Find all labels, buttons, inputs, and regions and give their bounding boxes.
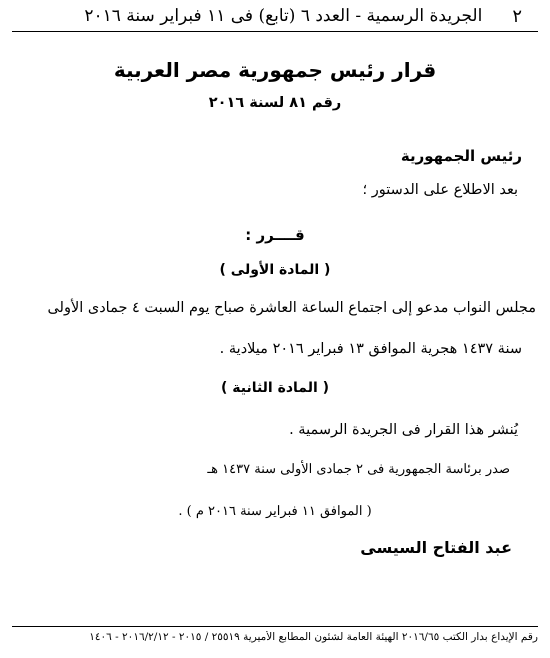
running-header	[28, 4, 522, 28]
footer-deposit-note: رقم الإيداع بدار الكتب ٢٠١٦/٦٥ الهيئة العامة لشئون المطابع الأميرية ٢٥٥١٩ / ٢٠١٥ - ٢٠١٦/٢/١٢ - ١٤٠٦	[89, 631, 538, 643]
preamble: بعد الاطلاع على الدستور ؛	[362, 182, 518, 198]
decree-title: قرار رئيس جمهورية مصر العربية	[113, 58, 437, 82]
article-1-text-line: مجلس النواب مدعو إلى اجتماع الساعة العاشرة صباح يوم السبت ٤ جمادى الأولى	[47, 300, 536, 316]
article-2-heading: ( المادة الثانية )	[220, 380, 330, 396]
running-title: الجريدة الرسمية - العدد ٦ (تابع) فى ١١ فبراير سنة ٢٠١٦	[84, 6, 483, 26]
footer-divider	[12, 626, 538, 627]
issuer-heading: رئيس الجمهورية	[400, 147, 522, 165]
issued-date-gregorian: ( الموافق ١١ فبراير سنة ٢٠١٦ م ) .	[178, 504, 372, 519]
signature-name: عبد الفتاح السيسى	[360, 538, 512, 557]
header-divider	[12, 31, 538, 32]
article-1-heading: ( المادة الأولى )	[219, 262, 331, 278]
article-2-text-line: يُنشر هذا القرار فى الجريدة الرسمية .	[289, 422, 518, 438]
page-number: ٢	[512, 5, 522, 27]
article-1-text-line: سنة ١٤٣٧ هجرية الموافق ١٣ فبراير ٢٠١٦ ميلادية .	[219, 341, 522, 357]
issued-date-hijri: صدر برئاسة الجمهورية فى ٢ جمادى الأولى سنة ١٤٣٧ هـ	[207, 462, 510, 477]
decree-number: رقم ٨١ لسنة ٢٠١٦	[208, 95, 342, 111]
decreed-heading: قــــرر :	[245, 226, 305, 244]
